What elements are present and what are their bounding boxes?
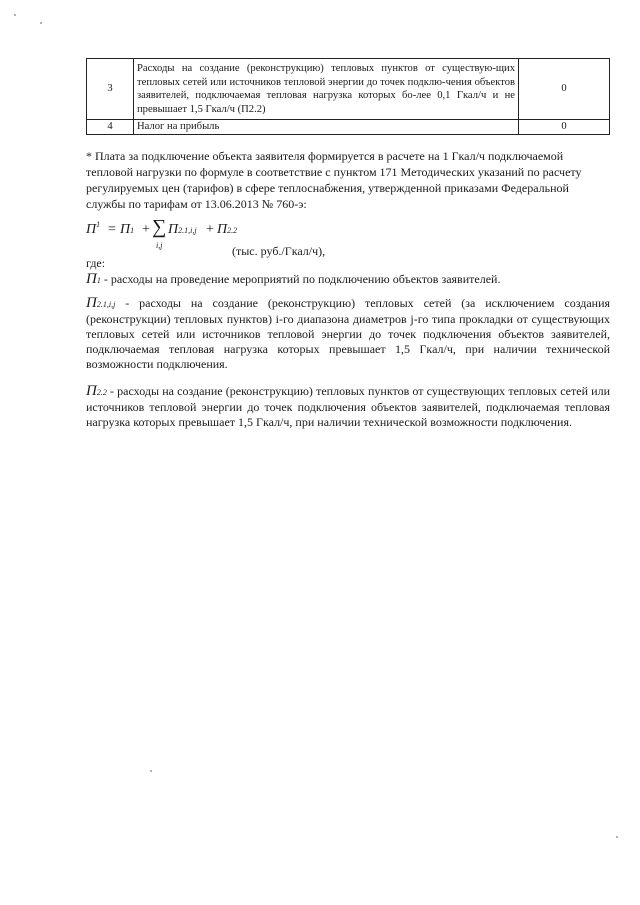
- row-number: 4: [87, 120, 134, 135]
- formula-term-1: П1: [120, 222, 135, 237]
- formula-lhs: $П^1$: [86, 220, 101, 237]
- row-number: 3: [87, 59, 134, 120]
- definition-text: - расходы на создание (реконструкцию) тепловых сетей (за исключением создания (реконструкции) тепловых пунктов) i-го диапазона диаметров j-го типа прокладки от существующих тепловых сетей или источников тепловой энергии до точек подключения объектов заявителей, подключаемая тепловая нагрузка которых превышает 1,5 Гкал/ч, при наличии технической возможности подключения.: [86, 296, 611, 371]
- definition-p21: [86, 296, 610, 372]
- symbol: П2.2: [86, 383, 107, 399]
- cost-table: [86, 58, 610, 135]
- definition-p1: [86, 272, 610, 288]
- sum-index: i,j: [156, 241, 163, 250]
- scan-speck: [14, 14, 16, 16]
- formula: [86, 218, 610, 258]
- footnote-text: * Плата за подключение объекта заявителя формируется в расчете на 1 Гкал/ч подключаемой тепловой нагрузки по формуле в соответствие с пунктом 171 Методических указаний по расчету регулируемых цен (тарифов) в сфере теплоснабжения, утвержденной приказами Федеральной службы по тарифам от 13.06.2013 № 760-э:: [86, 149, 582, 211]
- row-description: Расходы на создание (реконструкцию) тепловых пунктов от существую-щих тепловых сетей или источников тепловой энергии до точек подклю-чения объектов заявителей, подключаемая тепловая нагрузка которых бо-лее 0,1 Гкал/ч и не превышает 1,5 Гкал/ч (П2.2): [134, 59, 519, 120]
- scan-speck: [150, 770, 152, 772]
- formula-equals: =: [108, 222, 116, 237]
- formula-term-2: П2.1,i,j: [168, 222, 197, 237]
- symbol: П1: [86, 271, 101, 287]
- row-value: 0: [519, 120, 610, 135]
- formula-term-3: П2.2: [217, 222, 238, 237]
- row-description: Налог на прибыль: [134, 120, 519, 135]
- row-value: 0: [519, 59, 610, 120]
- scan-speck: [40, 22, 42, 24]
- table-row: [87, 120, 610, 135]
- formula-plus: +: [206, 222, 214, 237]
- formula-plus: +: [142, 222, 150, 237]
- table-row: [87, 59, 610, 120]
- sum-sign: ∑: [152, 216, 167, 238]
- definition-text: - расходы на проведение мероприятий по подключению объектов заявителей.: [103, 272, 501, 286]
- formula-units: (тыс. руб./Гкал/ч),: [232, 244, 326, 258]
- symbol: П2.1,i,j: [86, 295, 116, 311]
- definition-text: - расходы на создание (реконструкцию) тепловых пунктов от существующих тепловых сетей или источников тепловой энергии до точек подключения объектов заявителей, подключаемая тепловая нагрузка которых превышает 1,5 Гкал/ч, при наличии технической возможности подключения.: [86, 384, 610, 429]
- where-label: где:: [86, 256, 106, 270]
- footnote: [86, 148, 610, 212]
- scan-speck: [616, 836, 618, 838]
- definition-p22: [86, 384, 610, 430]
